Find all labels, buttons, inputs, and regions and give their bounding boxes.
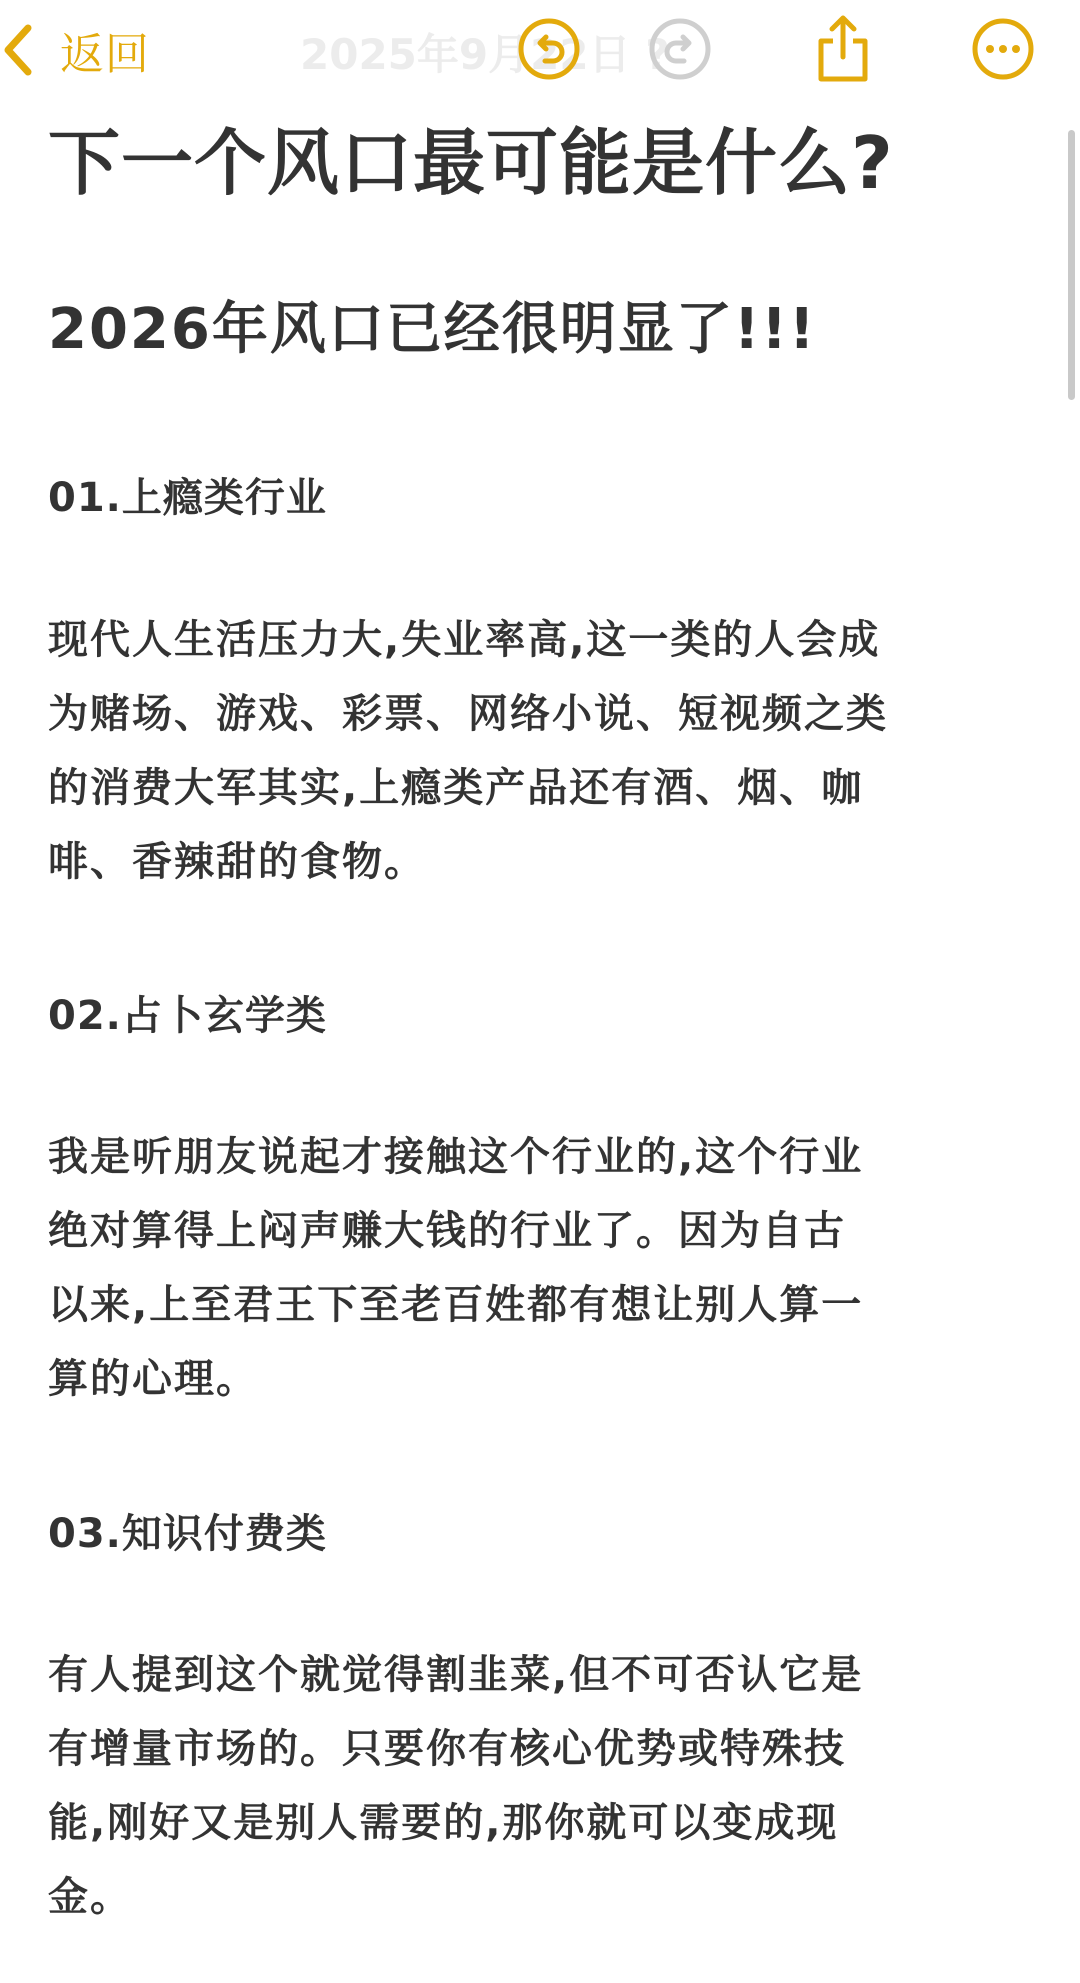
redo-button[interactable] — [645, 14, 715, 84]
section-heading-1: 01.上瘾类行业 — [48, 475, 327, 521]
paragraph-line: 金。 — [48, 1874, 132, 1920]
paragraph-line: 以来,上至君王下至老百姓都有想让别人算一 — [48, 1282, 864, 1328]
note-title: 下一个风口最可能是什么? — [48, 121, 894, 205]
paragraph-line: 现代人生活压力大,失业率高,这一类的人会成 — [48, 617, 881, 663]
back-chevron-icon — [0, 22, 34, 78]
more-button[interactable] — [968, 14, 1038, 84]
paragraph-line: 有人提到这个就觉得割韭菜,但不可否认它是 — [48, 1652, 864, 1698]
paragraph-line: 我是听朋友说起才接触这个行业的,这个行业 — [48, 1134, 864, 1180]
paragraph-line: 为赌场、游戏、彩票、网络小说、短视频之类 — [48, 691, 888, 737]
section-paragraph-1 — [48, 603, 1028, 899]
more-icon — [971, 17, 1035, 81]
paragraph-line: 绝对算得上闷声赚大钱的行业了。因为自古 — [48, 1208, 846, 1254]
note-toolbar — [0, 0, 1080, 100]
back-label: 返回 — [60, 29, 150, 80]
section-paragraph-3 — [48, 1638, 1028, 1934]
note-date-hint: 2025年9月22日 ? — [300, 30, 670, 79]
paragraph-line: 算的心理。 — [48, 1356, 258, 1402]
section-heading-2: 02.占卜玄学类 — [48, 993, 327, 1039]
section-paragraph-2 — [48, 1120, 1028, 1416]
paragraph-line: 啡、香辣甜的食物。 — [48, 839, 426, 885]
scrollbar-thumb[interactable] — [1068, 130, 1075, 400]
note-subtitle: 2026年风口已经很明显了!!! — [48, 297, 817, 362]
paragraph-line: 的消费大军其实,上瘾类产品还有酒、烟、咖 — [48, 765, 864, 811]
section-heading-3: 03.知识付费类 — [48, 1511, 327, 1557]
back-button[interactable] — [0, 20, 150, 80]
undo-button[interactable] — [514, 14, 584, 84]
paragraph-line: 能,刚好又是别人需要的,那你就可以变成现 — [48, 1800, 839, 1846]
share-button[interactable] — [808, 14, 878, 84]
paragraph-line: 有增量市场的。只要你有核心优势或特殊技 — [48, 1726, 846, 1772]
redo-icon — [648, 17, 712, 81]
undo-icon — [517, 17, 581, 81]
share-icon — [813, 13, 873, 85]
